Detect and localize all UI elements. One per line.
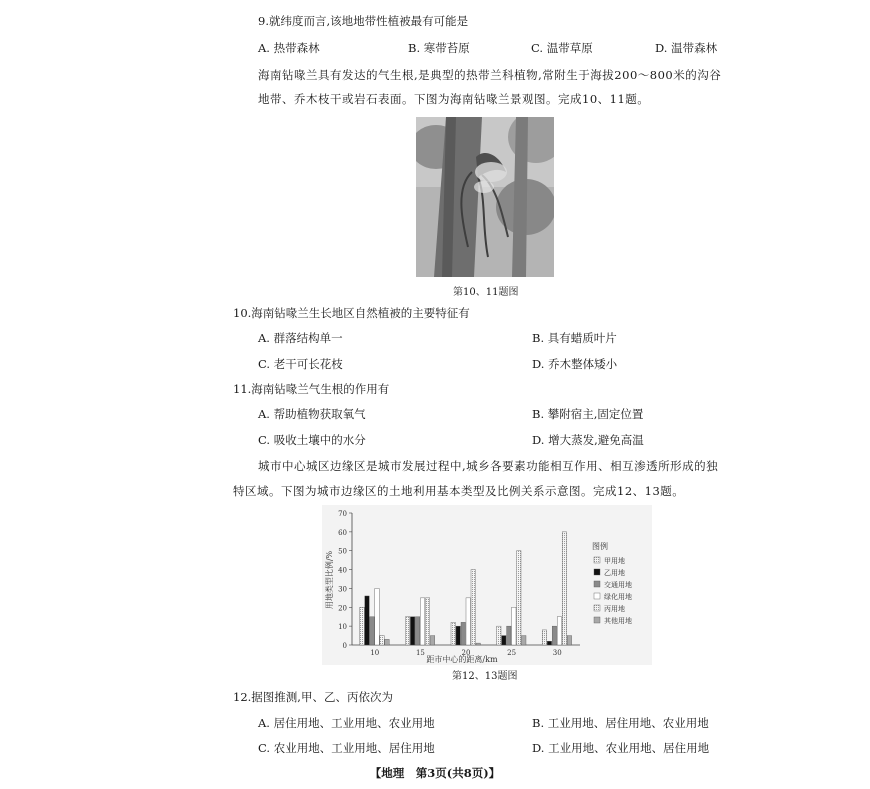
bar bbox=[380, 636, 384, 645]
q12-option-b: B. 工业用地、居住用地、农业用地 bbox=[532, 716, 709, 730]
bar bbox=[517, 551, 521, 645]
bar bbox=[451, 622, 455, 645]
x-tick-label: 15 bbox=[415, 649, 425, 657]
y-tick-label: 30 bbox=[338, 585, 347, 594]
q10-stem: 10.海南钻喙兰生长地区自然植被的主要特征有 bbox=[233, 306, 470, 320]
q10-option-b: B. 具有蜡质叶片 bbox=[532, 331, 617, 345]
orchid-photo-drawing bbox=[416, 117, 554, 277]
y-tick-label: 0 bbox=[342, 642, 347, 650]
photo-caption: 第10、11题图 bbox=[453, 287, 519, 298]
land-use-chart bbox=[322, 505, 652, 665]
orchid-photo bbox=[416, 117, 554, 277]
legend-label: 丙用地 bbox=[604, 605, 625, 613]
bar bbox=[476, 643, 480, 645]
passage2-line1: 城市中心城区边缘区是城市发展过程中,城乡各要素功能相互作用、相互渗透所形成的独 bbox=[258, 459, 719, 473]
legend-swatch bbox=[594, 557, 600, 563]
bar bbox=[502, 636, 506, 645]
legend-swatch bbox=[594, 605, 600, 611]
bar bbox=[385, 639, 389, 645]
legend-swatch bbox=[594, 581, 600, 587]
legend-swatch bbox=[594, 617, 600, 623]
bar bbox=[420, 598, 424, 645]
q11-option-b: B. 攀附宿主,固定位置 bbox=[532, 407, 644, 421]
passage2-line2: 特区域。下图为城市边缘区的土地利用基本类型及比例关系示意图。完成12、13题。 bbox=[233, 484, 685, 498]
x-tick-label: 10 bbox=[370, 649, 380, 657]
legend-swatch bbox=[594, 593, 600, 599]
q9-option-c: C. 温带草原 bbox=[531, 41, 593, 55]
q10-option-c: C. 老干可长花枝 bbox=[258, 357, 343, 371]
bar bbox=[522, 636, 526, 645]
legend-label: 乙用地 bbox=[604, 569, 625, 577]
bar bbox=[466, 598, 470, 645]
y-tick-label: 70 bbox=[338, 510, 347, 518]
q11-option-d: D. 增大蒸发,避免高温 bbox=[532, 433, 644, 447]
q9-option-b: B. 寒带苔原 bbox=[408, 41, 470, 55]
bar bbox=[471, 570, 475, 645]
bar bbox=[430, 636, 434, 645]
passage1-line1: 海南钻喙兰具有发达的气生根,是典型的热带兰科植物,常附生于海拔200～800米的沟谷 bbox=[258, 68, 722, 82]
q12-option-c: C. 农业用地、工业用地、居住用地 bbox=[258, 741, 435, 755]
bar bbox=[552, 626, 556, 645]
y-tick-label: 10 bbox=[338, 623, 347, 632]
page-footer: 【地理 第3页(共8页)】 bbox=[369, 766, 501, 780]
bar bbox=[507, 626, 511, 645]
q9-stem: 9.就纬度而言,该地地带性植被最有可能是 bbox=[258, 14, 469, 28]
q11-stem: 11.海南钻喙兰气生根的作用有 bbox=[233, 382, 390, 396]
bar bbox=[456, 626, 460, 645]
bar bbox=[512, 607, 516, 645]
bar bbox=[370, 617, 374, 645]
land-use-chart-svg bbox=[322, 505, 652, 665]
bar bbox=[562, 532, 566, 645]
q9-option-d: D. 温带森林 bbox=[655, 41, 718, 55]
y-tick-label: 40 bbox=[338, 566, 347, 575]
legend-swatch bbox=[594, 569, 600, 575]
bar bbox=[567, 636, 571, 645]
bar bbox=[557, 617, 561, 645]
x-axis-label: 距市中心的距离/km bbox=[426, 655, 498, 664]
x-tick-label: 30 bbox=[552, 649, 562, 657]
bar bbox=[425, 598, 429, 645]
q12-stem: 12.据图推测,甲、乙、丙依次为 bbox=[233, 690, 393, 704]
y-tick-label: 20 bbox=[338, 604, 347, 613]
x-tick-label: 25 bbox=[507, 649, 517, 657]
bar bbox=[415, 617, 419, 645]
legend-label: 交通用地 bbox=[604, 581, 632, 589]
q10-option-a: A. 群落结构单一 bbox=[258, 331, 343, 345]
legend-label: 其他用地 bbox=[604, 617, 632, 625]
bar bbox=[410, 617, 414, 645]
q9-option-a: A. 热带森林 bbox=[258, 41, 320, 55]
passage1-line2: 地带、乔木枝干或岩石表面。下图为海南钻喙兰景观图。完成10、11题。 bbox=[258, 92, 650, 106]
legend-label: 甲用地 bbox=[604, 557, 625, 565]
bar bbox=[542, 630, 546, 645]
y-tick-label: 60 bbox=[338, 528, 347, 537]
bar bbox=[375, 588, 379, 645]
x-tick-label: 20 bbox=[461, 649, 471, 657]
q11-option-a: A. 帮助植物获取氧气 bbox=[258, 407, 366, 421]
q12-option-d: D. 工业用地、农业用地、居住用地 bbox=[532, 741, 710, 755]
chart-caption: 第12、13题图 bbox=[452, 671, 518, 682]
y-tick-label: 50 bbox=[338, 547, 347, 556]
q11-option-c: C. 吸收土壤中的水分 bbox=[258, 433, 366, 447]
bar bbox=[497, 626, 501, 645]
legend-label: 绿化用地 bbox=[604, 593, 632, 601]
q12-option-a: A. 居住用地、工业用地、农业用地 bbox=[258, 716, 435, 730]
q10-option-d: D. 乔木整体矮小 bbox=[532, 357, 618, 371]
bar bbox=[365, 596, 369, 645]
bar bbox=[405, 617, 409, 645]
bar bbox=[360, 607, 364, 645]
bar bbox=[547, 641, 551, 645]
legend-title: 图例 bbox=[592, 542, 608, 551]
y-axis-label: 用地类型比例/% bbox=[325, 550, 334, 610]
bar bbox=[461, 622, 465, 645]
